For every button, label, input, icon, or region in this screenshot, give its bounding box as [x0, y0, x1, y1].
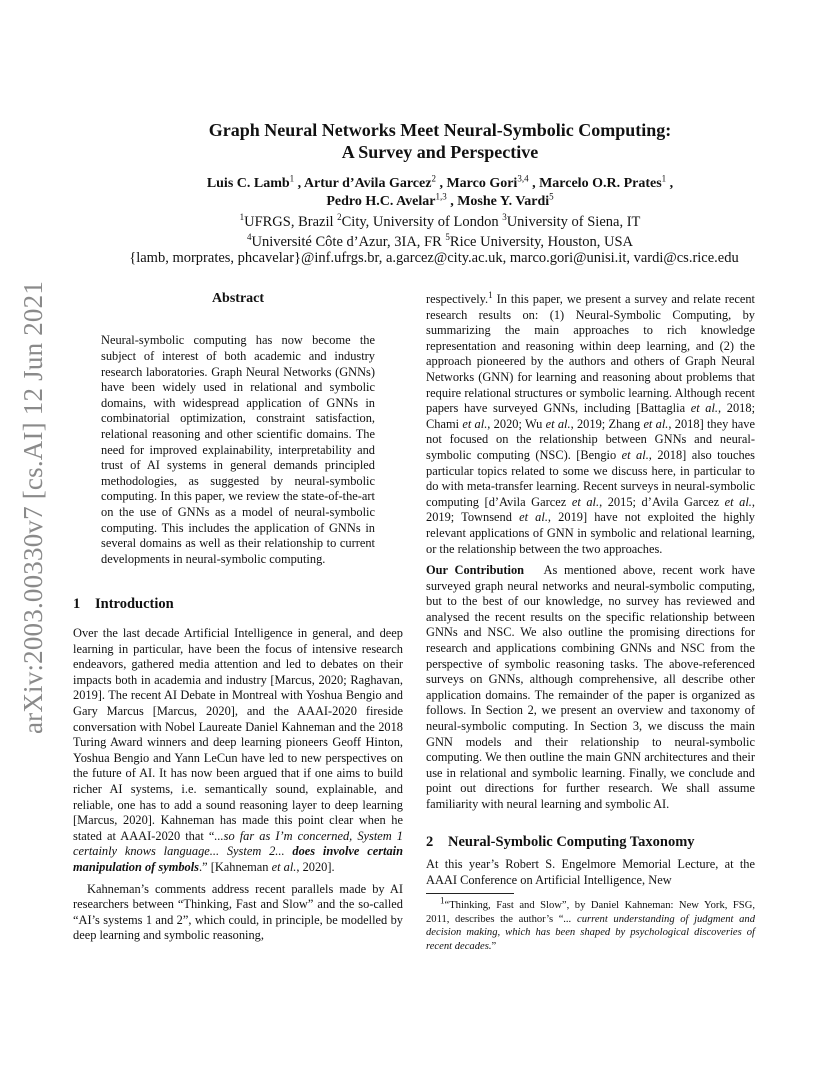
affiliation: Rice University, Houston, USA	[449, 234, 634, 250]
text-run: , 2019] have not exploited the highly relevant applications of GNN in symbolic and relational learning, or the relationship between the two approaches.	[426, 510, 756, 556]
intro-paragraph-2: Kahneman’s comments address recent parallels made by AI researchers between “Thinking, Fast and Slow” and the so-called “AI’s systems 1 and 2”, which could, in principle, be modelled by deep learning and symbolic reasoning,	[73, 881, 403, 943]
text-run: , 2018] also touches particular topics related to some we discuss here, in particular to do with meta-transfer learning. Recent surveys in neural-symbolic computing [d’Avila Garcez	[426, 447, 755, 509]
section-number: 1	[73, 596, 81, 612]
author-affil-mark: 2	[431, 173, 436, 184]
abstract-heading: Abstract	[211, 291, 265, 306]
et-al: et al.	[724, 494, 752, 509]
author-affil-mark: 5	[549, 191, 554, 202]
footnote-text	[426, 895, 755, 953]
author-affil-mark: 1,3	[435, 191, 447, 202]
text-run: , 2018] they have not focused on the relationship between GNNs and neural-symbolic computing (NSC). [Bengio	[426, 416, 755, 462]
author-name: Artur d’Avila Garcez	[303, 176, 432, 191]
author-line-2: Pedro H.C. Avelar$^{1,3}$ , Moshe Y. Vardi$^5$	[326, 191, 554, 209]
author-name: Luis C. Lamb	[206, 176, 290, 191]
footnote	[426, 895, 755, 953]
et-al: et al.	[545, 416, 571, 431]
affiliation: University of Siena, IT	[506, 214, 641, 230]
section-heading-taxonomy	[426, 834, 695, 851]
taxonomy-paragraph-1: At this year’s Robert S. Engelmore Memorial Lecture, at the AAAI Conference on Artificial Intelligence, New	[426, 857, 755, 887]
title-line-2: A Survey and Perspective	[341, 142, 539, 162]
affiliation: Université Côte d’Azur, 3IA, FR	[251, 234, 446, 250]
right-column-body	[426, 289, 756, 813]
text-run: , 2020].	[296, 859, 335, 874]
affiliations	[60, 212, 820, 252]
text-run: , 2019; Zhang	[570, 416, 644, 431]
footnote-mark: 1	[488, 289, 493, 300]
text-run: respectively.	[426, 292, 489, 306]
affil-mark: 1	[239, 212, 245, 223]
author-affil-mark: 3,4	[517, 173, 529, 184]
affiliation-line-2	[60, 232, 820, 252]
text-run: As mentioned above, recent work have surveyed graph neural networks and neural-symbolic computing, but to the best of our knowledge, no survey has reviewed and analysed the recent results on the specific relationship between GNNs and NSC. We also outline the promising directions for research and applications combining GNNs and NSC from the perspective of symbolic reasoning tasks. The above-referenced surveys on GNNs, although comprehensive, all describe other application domains. The remainder of the paper is organized as follows. In Section 2, we present an overview and taxonomy of neural-symbolic computing. In Section 3, we discuss the main GNN models and their relationship to neural-symbolic computing. We then outline the main GNN architectures and their use in relational and symbolic learning. Finally, we conclude and point out directions for further research. We shall assume familiarity with neural learning and symbolic AI.	[426, 563, 755, 811]
affil-mark: 2	[337, 212, 342, 223]
author-name: Moshe Y. Vardi	[457, 194, 550, 209]
our-contribution-paragraph	[426, 563, 755, 813]
et-al: et al.	[519, 510, 548, 525]
author-name: Marcelo O.R. Prates	[539, 176, 662, 191]
text-run: .” [Kahneman	[199, 859, 272, 874]
author-affil-mark: 1	[289, 173, 295, 184]
text-run: , 2018; Chami	[426, 401, 756, 431]
footnote-rule	[426, 893, 514, 894]
section-title: Neural-Symbolic Computing Taxonomy	[448, 834, 695, 850]
footnote-mark: 1	[440, 895, 445, 906]
text-run: In this paper, we present a survey and relate recent research results on: (1) Neural-Symbolic Computing, by summarizing the main approaches to rich knowledge representation and reasoning within deep learning, and (2) the approach pioneered by the authors and others of Graph Neural Networks (GNN) for learning and reasoning about problems that require relational structures or symbolic learning. Although recent papers have surveyed GNNs, including [Battaglia	[426, 292, 755, 416]
et-al: et al.	[621, 447, 649, 462]
arxiv-identifier: arXiv:2003.00330v7 [cs.AI] 12 Jun 2021	[18, 280, 49, 734]
text-run: Over the last decade Artificial Intelligence in general, and deep learning in particular, have been the focus of intensive research endeavors, gathered media attention and led to debates on their impacts both in academia and industry [Marcus, 2020; Raghavan, 2019]. The recent AI Debate in Montreal with Yoshua Bengio and Gary Marcus [Marcus, 2020], and the AAAI-2020 fireside conversation with Nobel Laureate Daniel Kahneman and the 2018 Turing Award winners and deep learning pioneers Geoff Hinton, Yoshua Bengio and Yann LeCun have led to new perspectives on the future of AI. It has now been argued that if one aims to build richer AI systems, i.e. semantically sound, explainable, and reliable, one has to add a sound reasoning layer to deep learning [Marcus, 2020]. Kahneman has made this point clear when he stated at AAAI-2020 that “	[73, 626, 403, 843]
author-emails: {lamb, morprates, phcavelar}@inf.ufrgs.br, a.garcez@city.ac.uk, marco.gori@unisi.it, vardi@cs.rice.edu	[129, 250, 739, 266]
section-heading-introduction	[73, 596, 174, 613]
affiliation: City, University of London	[341, 214, 503, 230]
et-al: et al.	[271, 859, 297, 874]
et-al: et al.	[643, 416, 669, 431]
affiliation: UFRGS, Brazil	[244, 214, 338, 230]
affiliation-line-1	[60, 212, 820, 232]
intro-body	[73, 626, 403, 944]
text-run: ”	[491, 940, 497, 952]
author-line-1: Luis C. Lamb$^1$ , Artur d’Avila Garcez$^2$ , Marco Gori$^{3,4}$ , Marcelo O.R. Prates$^1$ ,	[206, 173, 674, 191]
author-name: Pedro H.C. Avelar	[326, 194, 436, 209]
section-number: 2	[426, 834, 434, 850]
text-run: , 2019; Townsend	[426, 494, 756, 525]
abstract-paragraph: Neural-symbolic computing has now become the subject of interest of both academic and industry research laboratories. Graph Neural Networks (GNNs) have been widely used in relational and symbolic domains, with widespread application of GNNs in combinatorial optimization, constraint satisfaction, relational reasoning and other scientific domains. The need for improved explainability, interpretability and trust of AI systems in general demands principled methodologies, as suggested by neural-symbolic computing. In this paper, we review the state-of-the-art on the use of GNNs as a model of neural-symbolic computing. This includes the application of GNNs in several domains as well as their relationship to current developments in neural-symbolic computing.	[101, 333, 375, 566]
text-run: , 2020; Wu	[487, 416, 546, 431]
arxiv-identifier-sidebar	[14, 262, 54, 752]
right-paragraph-1	[426, 289, 756, 557]
affil-mark: 4	[246, 232, 252, 243]
text-run: , 2015; d’Avila Garcez	[599, 494, 725, 509]
section-title: Introduction	[95, 596, 174, 612]
et-al: et al.	[690, 401, 719, 416]
kahneman-quote: ...so far as I’m concerned, System 1 certainly knows language... System 2...	[73, 828, 403, 859]
affil-mark: 5	[445, 232, 450, 243]
paper-title	[60, 119, 820, 163]
affil-mark: 3	[502, 212, 507, 223]
kahneman-quote-bold: does involve certain manipulation of symbols	[73, 844, 403, 874]
intro-paragraph-1	[73, 626, 403, 876]
author-affil-mark: 1	[661, 173, 667, 184]
footnote-quote: ... current understanding of judgment and decision making, which has been shaped by psychological discoveries of recent decades.	[426, 913, 755, 952]
author-list	[60, 175, 820, 211]
et-al: et al.	[571, 494, 600, 509]
et-al: et al.	[462, 416, 488, 431]
our-contribution-heading: Our Contribution	[426, 563, 525, 578]
text-run: “Thinking, Fast and Slow”, by Daniel Kahneman: New York, FSG, 2011, describes the author’s “	[426, 900, 755, 925]
abstract-text	[101, 321, 375, 580]
taxonomy-body	[426, 857, 755, 888]
author-name: Marco Gori	[446, 176, 518, 191]
title-line-1: Graph Neural Networks Meet Neural-Symbolic Computing:	[208, 120, 672, 140]
